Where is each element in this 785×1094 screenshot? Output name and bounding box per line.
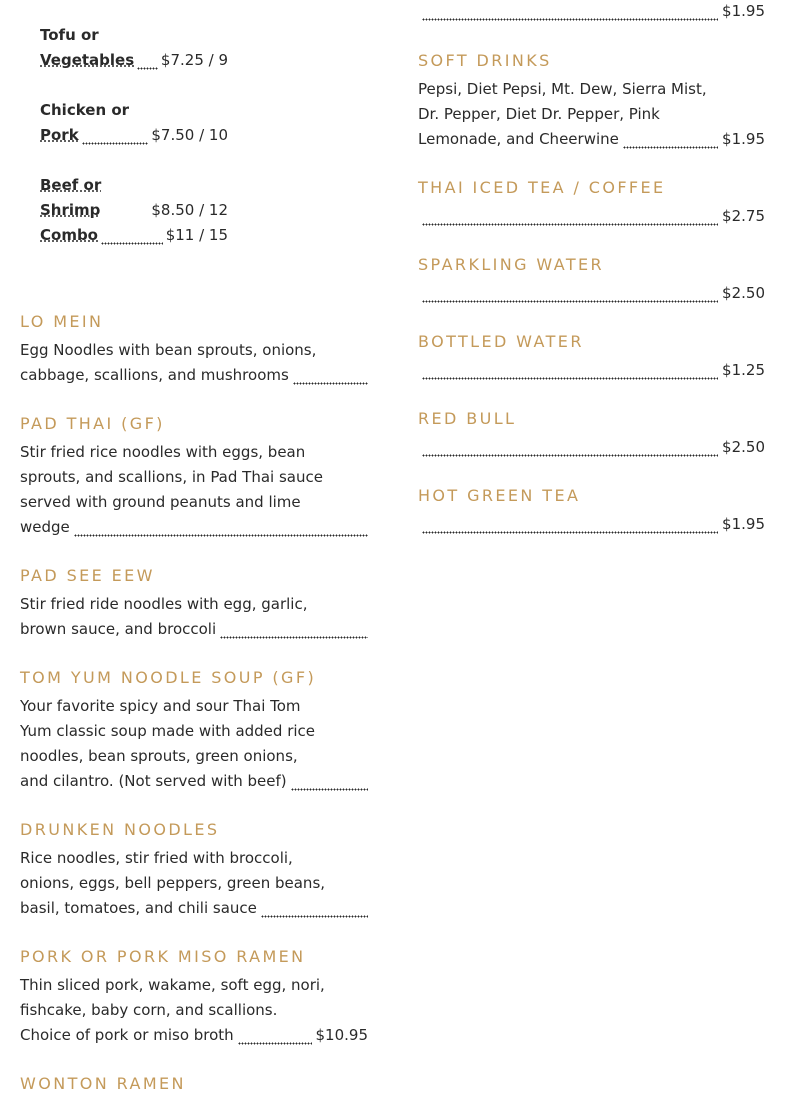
protein-option-name: Pork [40,126,79,144]
menu-item-title: TOM YUM NOODLE SOUP (GF) [20,668,317,687]
menu-item-price: $2.75 [722,207,765,225]
menu-item-desc-last: Choice of pork or miso broth [20,1026,234,1044]
protein-option-name: Beef or Shrimp [40,176,102,219]
dot-leader [422,281,718,306]
protein-option [40,23,228,73]
menu-item-desc-line: sprouts, and scallions, in Pad Thai sauce [20,468,323,486]
menu-item-title: HOT GREEN TEA [418,486,581,505]
menu-item-desc-last: and cilantro. (Not served with beef) [20,772,287,790]
menu-item-desc-line: Stir fried rice noodles with eggs, bean [20,443,306,461]
menu-item-hot-green-tea [418,486,765,537]
menu-item-desc-line: Egg Noodles with bean sprouts, onions, [20,341,317,359]
dot-leader [261,896,368,921]
protein-option-line1: Chicken or [40,101,130,119]
menu-item-title: RED BULL [418,409,517,428]
protein-option-price: $8.50 / 12 [151,201,228,219]
dot-leader [82,123,149,148]
menu-item-drunken-noodles [20,820,368,921]
menu-item-desc-line: Stir fried ride noodles with egg, garlic, [20,595,308,613]
menu-item-desc-line: served with ground peanuts and lime [20,493,301,511]
dot-leader [422,435,718,460]
menu-item-price: $2.50 [722,438,765,456]
menu-item-red-bull [418,409,765,460]
menu-item-desc-last: Lemonade, and Cheerwine [418,130,619,148]
protein-option-line1: Tofu or [40,26,99,44]
dot-leader [293,363,368,388]
protein-option [40,223,228,248]
menu-item-desc-line: onions, eggs, bell peppers, green beans, [20,874,326,892]
protein-option-name: Combo [40,226,98,244]
menu-item-title: SOFT DRINKS [418,51,552,70]
menu-item-title: PAD THAI (GF) [20,414,165,433]
menu-item-desc-line: Yum classic soup made with added rice [20,722,316,740]
menu-item-desc-line: Dr. Pepper, Diet Dr. Pepper, Pink [418,105,660,123]
menu-item-price: $1.95 [722,515,765,533]
protein-option [40,98,228,148]
dot-leader [291,769,368,794]
menu-item-price: $1.95 [722,130,765,148]
menu-item-title: SPARKLING WATER [418,255,605,274]
menu-item-title: LO MEIN [20,312,104,331]
dot-leader [238,1023,312,1048]
menu-item-desc-line: noodles, bean sprouts, green onions, [20,747,298,765]
dot-leader [101,223,163,248]
menu-item-bottled-water [418,332,765,383]
menu-item-pork-miso-ramen [20,947,368,1048]
protein-option-price: $11 / 15 [165,226,228,244]
menu-item-desc-last: cabbage, scallions, and mushrooms [20,366,289,384]
menu-item-desc-line: Your favorite spicy and sour Thai Tom [20,697,301,715]
menu-item-price: $1.25 [722,361,765,379]
menu-item-price: $1.95 [722,2,765,20]
dot-leader [74,515,368,540]
menu-item-title: THAI ICED TEA / COFFEE [418,178,666,197]
menu-item-title: PAD SEE EEW [20,566,155,585]
menu-item-title: WONTON RAMEN [20,1074,186,1093]
menu-item-wonton-ramen [20,1074,368,1094]
menu-item-desc-line: Rice noodles, stir fried with broccoli, [20,849,293,867]
dot-leader [422,512,718,537]
menu-item-title: DRUNKEN NOODLES [20,820,220,839]
dot-leader [422,358,718,383]
dot-leader [220,617,368,642]
menu-item-desc-line: Thin sliced pork, wakame, soft egg, nori, [20,976,325,994]
protein-option [40,173,228,223]
menu-item-title: BOTTLED WATER [418,332,584,351]
dot-leader [422,204,718,229]
menu-item-continued [418,0,765,24]
dot-leader [137,48,158,73]
menu-item-lo-mein [20,312,368,388]
menu-item-title: PORK OR PORK MISO RAMEN [20,947,306,966]
protein-option-name: Vegetables [40,51,135,69]
menu-item-desc-line: fishcake, baby corn, and scallions. [20,1001,278,1019]
menu-item-thai-iced-tea [418,178,765,229]
menu-item-price: $10.95 [315,1026,368,1044]
dot-leader [422,0,718,24]
menu-item-tom-yum-noodle-soup [20,668,368,794]
dot-leader [623,127,718,152]
menu-item-desc-line: Pepsi, Diet Pepsi, Mt. Dew, Sierra Mist, [418,80,707,98]
protein-option-price: $7.25 / 9 [160,51,228,69]
menu-item-desc-last: wedge [20,518,70,536]
menu-item-pad-thai [20,414,368,540]
menu-item-sparkling-water [418,255,765,306]
menu-item-soft-drinks [418,51,765,152]
menu-item-pad-see-eew [20,566,368,642]
protein-option-price: $7.50 / 10 [151,126,228,144]
menu-item-desc-last: brown sauce, and broccoli [20,620,217,638]
menu-item-price: $2.50 [722,284,765,302]
menu-item-desc-last: basil, tomatoes, and chili sauce [20,899,257,917]
